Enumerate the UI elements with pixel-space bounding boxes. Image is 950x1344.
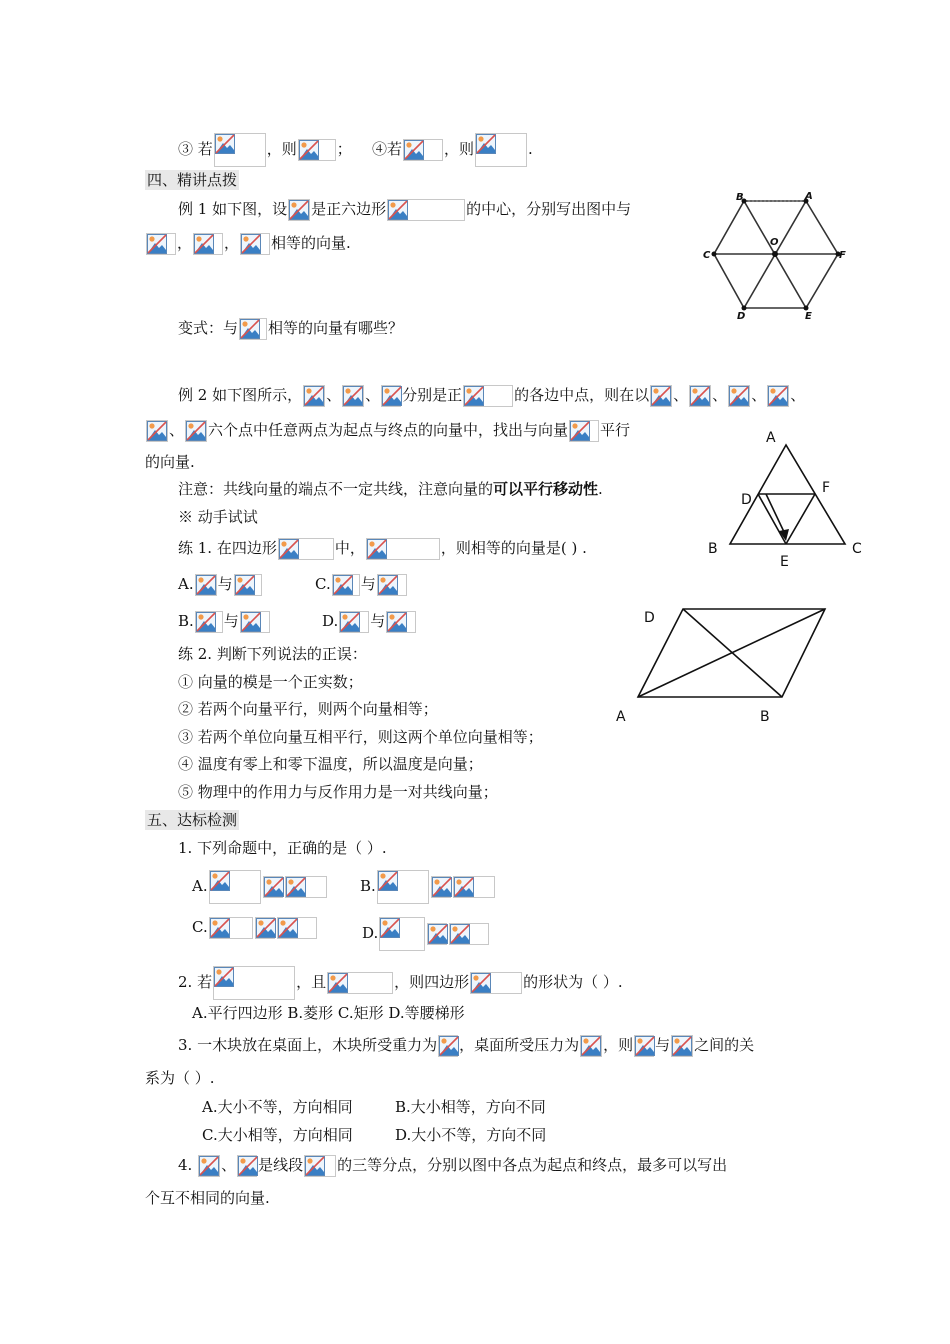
broken-image-icon	[768, 386, 788, 406]
broken-image-icon	[690, 386, 710, 406]
triangle-label: C	[852, 541, 862, 557]
broken-image-icon	[279, 539, 299, 559]
text: 、	[673, 386, 689, 404]
broken-image-icon	[210, 918, 230, 938]
formula-image	[195, 611, 223, 633]
text: ，则	[444, 140, 475, 158]
line-q3-q4	[178, 133, 352, 167]
formula-image	[339, 611, 369, 633]
broken-image-icon	[147, 421, 167, 441]
question3-line1	[178, 1035, 754, 1057]
broken-image-icon	[380, 918, 400, 938]
text: .	[528, 140, 533, 158]
broken-image-icon	[196, 575, 216, 595]
broken-image-icon	[367, 539, 387, 559]
hex-label: O	[770, 237, 779, 248]
formula-image	[298, 139, 336, 161]
question3-line2: 系为（ ）.	[145, 1069, 215, 1087]
parallelogram-figure	[610, 600, 835, 725]
formula-image	[285, 876, 327, 898]
section-title-4: 四、精讲点拨	[147, 171, 238, 189]
formula-image	[767, 385, 789, 407]
question4-line2: 个互不相同的向量.	[145, 1189, 270, 1207]
text: .	[598, 480, 603, 498]
triangle-label: E	[780, 554, 789, 570]
hex-label: B	[736, 192, 744, 203]
formula-image	[209, 870, 261, 904]
parallelogram-label: D	[644, 610, 655, 626]
formula-image	[463, 385, 513, 407]
note-line	[178, 479, 603, 499]
formula-image	[470, 972, 522, 994]
hex-label: F	[839, 250, 846, 261]
broken-image-icon	[388, 200, 408, 220]
broken-image-icon	[570, 421, 590, 441]
broken-image-icon	[382, 386, 402, 406]
practice1-line	[178, 538, 587, 560]
broken-image-icon	[454, 877, 474, 897]
formula-image	[403, 139, 443, 161]
text: 、	[221, 1156, 237, 1174]
broken-image-icon	[387, 612, 407, 632]
formula-image	[332, 574, 360, 596]
broken-image-icon	[340, 612, 360, 632]
practice2-item: ③ 若两个单位向量互相平行，则这两个单位向量相等；	[178, 728, 543, 746]
text: 的三等分点，分别以图中各点为起点和终点，最多可以写出	[337, 1156, 728, 1174]
formula-image	[327, 972, 393, 994]
question2	[178, 966, 623, 1000]
broken-image-icon	[464, 386, 484, 406]
question2-options: A.平行四边形 B.菱形 C.矩形 D.等腰梯形	[192, 1004, 465, 1022]
text: B.	[360, 877, 376, 895]
broken-image-icon	[672, 1036, 692, 1056]
triangle-label: D	[741, 492, 752, 508]
formula-image	[381, 385, 401, 407]
practice2-item: ⑤ 物理中的作用力与反作用力是一对共线向量；	[178, 783, 498, 801]
formula-image	[366, 538, 440, 560]
formula-image	[377, 870, 429, 904]
broken-image-icon	[333, 575, 353, 595]
broken-image-icon	[196, 612, 216, 632]
broken-image-icon	[450, 924, 470, 944]
broken-image-icon	[299, 140, 319, 160]
practice2-title: 练 2. 判断下列说法的正误：	[178, 645, 367, 663]
broken-image-icon	[147, 234, 167, 254]
text: 是线段	[258, 1156, 304, 1174]
text: 3. 一木块放在桌面上，木块所受重力为	[178, 1036, 438, 1054]
formula-image	[634, 1035, 654, 1057]
broken-image-icon	[194, 234, 214, 254]
formula-image	[580, 1035, 602, 1057]
broken-image-icon	[238, 1156, 258, 1176]
text: A.	[192, 877, 208, 895]
broken-image-icon	[404, 140, 424, 160]
q3-option-d: D.大小不等，方向不同	[395, 1126, 547, 1144]
formula-image	[214, 133, 266, 167]
practice1-option-a	[178, 574, 263, 596]
formula-image	[303, 385, 325, 407]
example2-line3: 的向量.	[145, 453, 195, 471]
text: 例 1 如下图，设	[178, 200, 288, 218]
formula-image	[240, 611, 270, 633]
broken-image-icon	[651, 386, 671, 406]
text: A.	[178, 575, 194, 593]
example2-line2	[145, 420, 630, 442]
q3-option-a: A.大小不等，方向相同	[202, 1098, 353, 1116]
practice2-item: ① 向量的模是一个正实数；	[178, 673, 363, 691]
formula-image	[689, 385, 711, 407]
text: ，桌面所受压力为	[459, 1036, 580, 1054]
formula-image	[728, 385, 750, 407]
text: 平行	[600, 421, 631, 439]
formula-image	[650, 385, 672, 407]
text: ，则四边形	[394, 973, 470, 991]
bold-text: 可以平行移动性	[493, 480, 599, 498]
text: ，则	[603, 1036, 634, 1054]
text: 练 1. 在四边形	[178, 539, 277, 557]
broken-image-icon	[289, 200, 309, 220]
practice2-item: ② 若两个向量平行，则两个向量相等；	[178, 700, 438, 718]
text: C.	[315, 575, 331, 593]
text: 与	[223, 612, 239, 630]
section-title-5: 五、达标检测	[147, 811, 238, 829]
formula-image	[239, 318, 267, 340]
text: ，则相等的向量是( ) .	[440, 539, 587, 557]
text: 相等的向量有哪些？	[268, 319, 404, 337]
broken-image-icon	[439, 1036, 459, 1056]
broken-image-icon	[186, 421, 206, 441]
formula-image	[377, 574, 407, 596]
formula-image	[427, 923, 447, 945]
broken-image-icon	[581, 1036, 601, 1056]
hex-label: D	[737, 311, 746, 320]
text: 的各边中点，则在以	[514, 386, 650, 404]
text: 与	[360, 575, 376, 593]
parallelogram-label: B	[760, 709, 770, 725]
q1-option-a	[192, 870, 328, 904]
formula-image	[304, 1155, 336, 1177]
broken-image-icon	[235, 575, 255, 595]
try-title: ※ 动手试试	[178, 508, 258, 526]
formula-image	[387, 199, 465, 221]
formula-image	[193, 233, 223, 255]
text: 、	[790, 386, 806, 404]
q1-option-b	[360, 870, 496, 904]
broken-image-icon	[214, 967, 234, 987]
broken-image-icon	[199, 1156, 219, 1176]
text: 例 2 如下图所示，	[178, 386, 303, 404]
broken-image-icon	[378, 871, 398, 891]
broken-image-icon	[476, 134, 496, 154]
text: 注意：共线向量的端点不一定共线，注意向量的	[178, 480, 494, 498]
text: 变式：与	[178, 319, 239, 337]
formula-image	[431, 876, 451, 898]
text: C.	[192, 918, 208, 936]
broken-image-icon	[343, 386, 363, 406]
text: ③ 若	[178, 140, 213, 158]
formula-image	[185, 420, 207, 442]
triangle-figure	[700, 428, 870, 573]
formula-image	[671, 1035, 693, 1057]
hexagon-figure	[700, 188, 850, 320]
broken-image-icon	[304, 386, 324, 406]
broken-image-icon	[241, 612, 261, 632]
text: 、	[365, 386, 381, 404]
formula-image	[198, 1155, 220, 1177]
broken-image-icon	[432, 877, 452, 897]
practice1-option-c	[315, 574, 408, 596]
formula-image	[278, 538, 334, 560]
text: 的形状为（ ）.	[523, 973, 623, 991]
text: D.	[362, 924, 379, 942]
text: 的中心，分别写出图中与	[466, 200, 632, 218]
text: 中，	[334, 539, 365, 557]
broken-image-icon	[729, 386, 749, 406]
broken-image-icon	[328, 973, 348, 993]
text: ，	[177, 234, 193, 252]
variant-line	[178, 318, 403, 340]
example2-line1	[178, 385, 805, 407]
broken-image-icon	[428, 924, 448, 944]
text: ，且	[296, 973, 327, 991]
hex-label: E	[805, 311, 812, 320]
line-q4	[372, 133, 533, 167]
q3-option-c: C.大小相等，方向相同	[202, 1126, 353, 1144]
question1: 1. 下列命题中，正确的是（ ）.	[178, 839, 387, 857]
text: 、	[712, 386, 728, 404]
formula-image	[209, 917, 253, 939]
text: 2. 若	[178, 973, 213, 991]
text: 之间的关	[694, 1036, 755, 1054]
example1-line1	[178, 199, 631, 221]
broken-image-icon	[264, 877, 284, 897]
broken-image-icon	[378, 575, 398, 595]
text: 与	[370, 612, 386, 630]
formula-image	[277, 917, 317, 939]
text: 分别是正	[402, 386, 463, 404]
formula-image	[379, 917, 425, 951]
example1-line2	[145, 233, 351, 255]
text: 相等的向量.	[271, 234, 351, 252]
q1-option-d	[362, 917, 490, 951]
formula-image	[234, 574, 262, 596]
formula-image	[213, 966, 295, 1000]
text: ；	[336, 140, 352, 158]
broken-image-icon	[240, 319, 260, 339]
broken-image-icon	[286, 877, 306, 897]
parallelogram-label: A	[616, 709, 626, 725]
formula-image	[146, 233, 176, 255]
text: ，	[224, 234, 240, 252]
formula-image	[263, 876, 283, 898]
formula-image	[386, 611, 416, 633]
hex-label: C	[703, 250, 711, 261]
question4-line1: 4. 、 是线段 的三等分点，分别以图中各点为起点和终点，最多可以写出	[178, 1155, 727, 1177]
broken-image-icon	[278, 918, 298, 938]
broken-image-icon	[210, 871, 230, 891]
text: 与	[217, 575, 233, 593]
broken-image-icon	[256, 918, 276, 938]
text: 、	[169, 421, 185, 439]
text: 与	[655, 1036, 671, 1054]
broken-image-icon	[635, 1036, 655, 1056]
broken-image-icon	[471, 973, 491, 993]
practice1-option-b	[178, 611, 271, 633]
text: ④若	[372, 140, 403, 158]
triangle-label: F	[822, 480, 831, 496]
broken-image-icon	[215, 134, 235, 154]
text: D.	[322, 612, 339, 630]
formula-image	[146, 420, 168, 442]
formula-image	[255, 917, 275, 939]
text: 是正六边形	[311, 200, 387, 218]
triangle-label: A	[766, 430, 776, 446]
formula-image	[475, 133, 527, 167]
hex-label: A	[805, 191, 813, 202]
formula-image	[569, 420, 599, 442]
formula-image	[195, 574, 217, 596]
text: B.	[178, 612, 194, 630]
practice1-option-d	[322, 611, 417, 633]
q3-option-b: B.大小相等，方向不同	[395, 1098, 546, 1116]
text: ，则	[266, 140, 297, 158]
formula-image	[453, 876, 495, 898]
formula-image	[449, 923, 489, 945]
text: 、	[751, 386, 767, 404]
formula-image	[240, 233, 270, 255]
text: 六个点中任意两点为起点与终点的向量中，找出与向量	[208, 421, 569, 439]
formula-image	[438, 1035, 458, 1057]
broken-image-icon	[241, 234, 261, 254]
triangle-label: B	[708, 541, 718, 557]
practice2-item: ④ 温度有零上和零下温度，所以温度是向量；	[178, 755, 483, 773]
formula-image	[237, 1155, 257, 1177]
q1-option-c	[192, 917, 318, 939]
text: 、	[326, 386, 342, 404]
formula-image	[288, 199, 310, 221]
broken-image-icon	[305, 1156, 325, 1176]
formula-image	[342, 385, 364, 407]
